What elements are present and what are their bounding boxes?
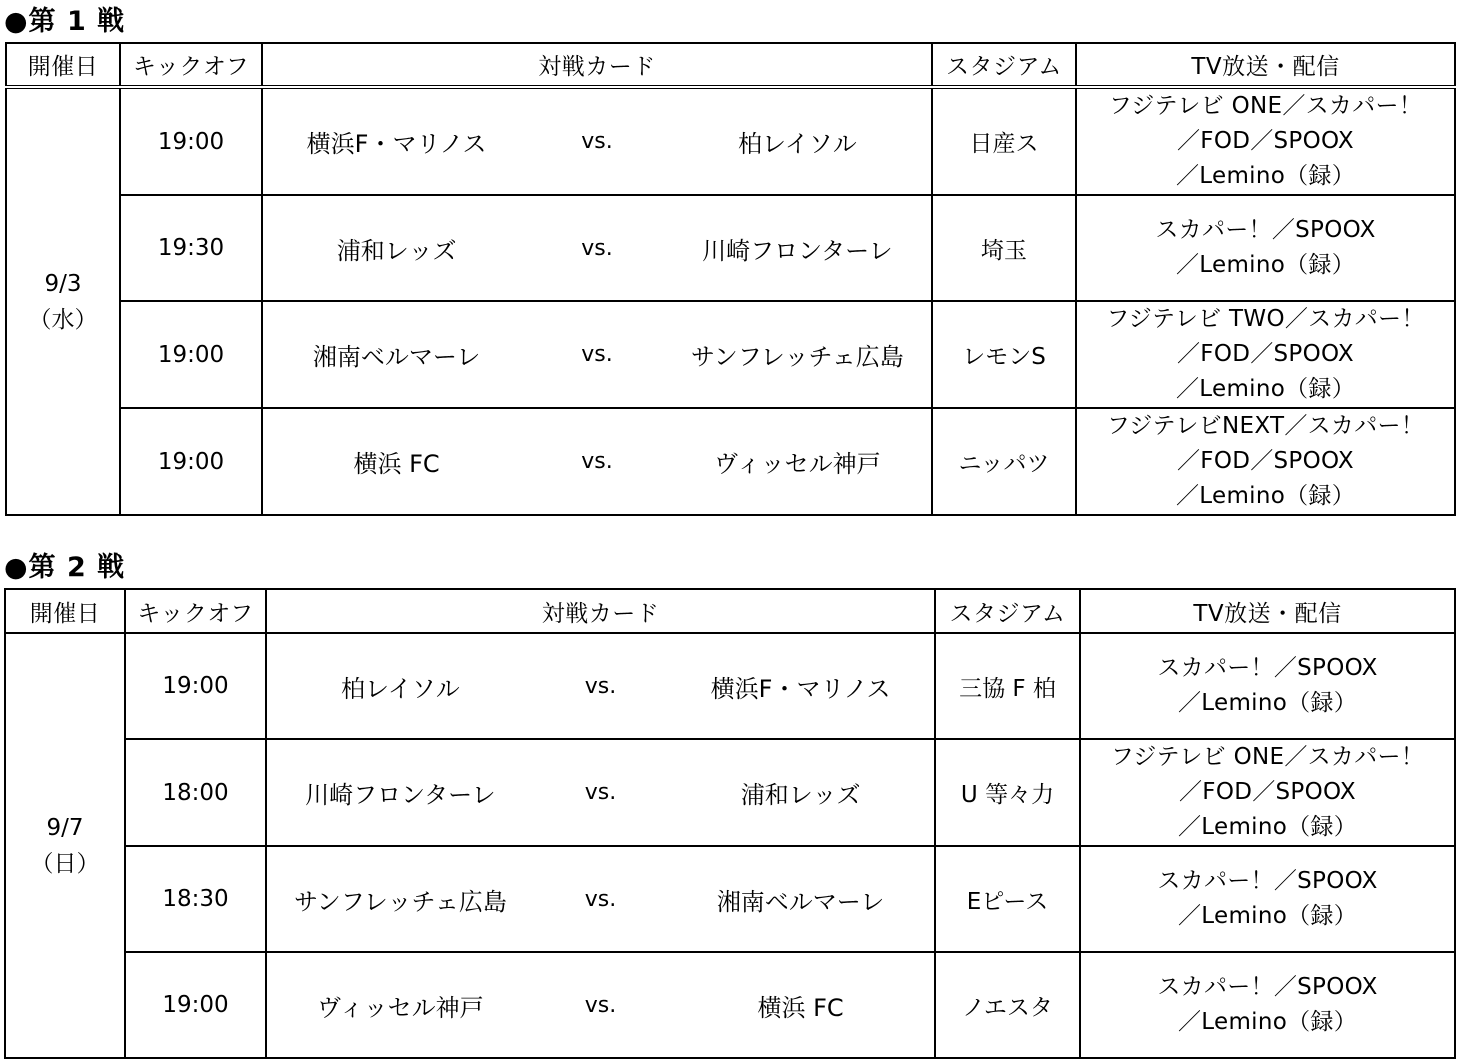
header-card: 対戦カード — [262, 43, 932, 87]
match-card — [262, 408, 932, 515]
table-row — [5, 633, 1455, 739]
tv-broadcast-line: ／FOD／SPOOX — [1176, 448, 1354, 474]
table-row — [6, 301, 1455, 408]
tv-broadcast-line: ／Lemino（録） — [1175, 163, 1355, 189]
kickoff-time: 19:00 — [120, 301, 262, 408]
table-row — [6, 408, 1455, 515]
table-header-row — [5, 589, 1455, 633]
away-team: 柏レイソル — [737, 130, 857, 158]
header-date: 開催日 — [5, 589, 125, 633]
section-title-leg2: ●第 2 戦 — [4, 552, 126, 583]
home-team: ヴィッセル神戸 — [317, 993, 484, 1022]
tv-broadcast-line: ／Lemino（録） — [1177, 1009, 1357, 1035]
schedule-table-leg1 — [5, 42, 1456, 516]
stadium-name: 日産ス — [932, 87, 1076, 195]
tv-broadcast — [1080, 952, 1455, 1058]
match-card — [266, 739, 935, 846]
kickoff-time: 19:30 — [120, 195, 262, 301]
away-team: 横浜 FC — [757, 993, 844, 1022]
vs-label: vs. — [581, 449, 613, 474]
away-team: ヴィッセル神戸 — [714, 450, 881, 478]
vs-label: vs. — [584, 886, 617, 912]
tv-broadcast — [1080, 739, 1455, 846]
tv-broadcast — [1076, 87, 1455, 195]
vs-label: vs. — [584, 992, 617, 1018]
table-header-row — [6, 43, 1455, 87]
stadium-name: ノエスタ — [935, 952, 1080, 1058]
tv-broadcast-line: ／Lemino（録） — [1175, 483, 1355, 509]
header-tv: TV放送・配信 — [1080, 589, 1455, 633]
table-row — [5, 846, 1455, 952]
match-date-cell — [5, 633, 125, 1058]
vs-label: vs. — [581, 235, 613, 261]
header-stadium: スタジアム — [932, 43, 1076, 87]
match-card-inner — [267, 669, 934, 704]
header-kickoff: キックオフ — [120, 43, 262, 87]
home-team: 浦和レッズ — [336, 236, 457, 265]
tv-broadcast-line: スカパー！／SPOOX — [1157, 868, 1378, 894]
tv-broadcast — [1080, 633, 1455, 739]
table-row — [5, 739, 1455, 846]
match-card-inner — [267, 882, 934, 917]
kickoff-time: 19:00 — [120, 87, 262, 195]
kickoff-time: 19:00 — [125, 633, 266, 739]
away-team: 湘南ベルマーレ — [716, 887, 885, 916]
vs-label: vs. — [581, 129, 613, 154]
section-title-leg1: ●第 1 戦 — [4, 6, 126, 37]
tv-broadcast-line: ／Lemino（録） — [1177, 690, 1357, 716]
match-card-inner — [263, 231, 931, 266]
away-team: 川崎フロンターレ — [702, 236, 893, 265]
tv-broadcast — [1076, 195, 1455, 301]
match-date: 9/7 — [46, 814, 84, 841]
match-card-inner — [263, 444, 931, 479]
tv-broadcast-line: ／FOD／SPOOX — [1176, 341, 1354, 367]
stadium-name: レモンS — [932, 301, 1076, 408]
tv-broadcast-line: ／Lemino（録） — [1177, 814, 1357, 840]
match-card-inner — [267, 988, 934, 1023]
match-date: 9/3 — [44, 270, 82, 297]
home-team: 横浜F・マリノス — [306, 130, 487, 158]
vs-label: vs. — [581, 342, 613, 367]
schedule-table-leg2 — [4, 588, 1456, 1059]
table-row — [6, 87, 1455, 195]
schedule-body — [5, 633, 1455, 1058]
match-card — [262, 87, 932, 195]
tv-broadcast — [1076, 301, 1455, 408]
home-team: 柏レイソル — [340, 674, 460, 703]
match-weekday: （水） — [28, 306, 98, 333]
tv-broadcast — [1080, 846, 1455, 952]
match-card — [262, 195, 932, 301]
match-card — [266, 952, 935, 1058]
header-date: 開催日 — [6, 43, 120, 87]
stadium-name: 三協 F 柏 — [935, 633, 1080, 739]
match-card-inner — [263, 337, 931, 372]
tv-broadcast-line: フジテレビ ONE／スカパー！ — [1108, 93, 1423, 119]
stadium-name: 埼玉 — [932, 195, 1076, 301]
kickoff-time: 19:00 — [120, 408, 262, 515]
header-tv: TV放送・配信 — [1076, 43, 1455, 87]
kickoff-time: 18:30 — [125, 846, 266, 952]
tv-broadcast-line: スカパー！／SPOOX — [1157, 655, 1378, 681]
kickoff-time: 19:00 — [125, 952, 266, 1058]
table-row — [6, 195, 1455, 301]
tv-broadcast-line: ／Lemino（録） — [1175, 252, 1355, 278]
match-card-inner — [263, 124, 931, 159]
match-card — [262, 301, 932, 408]
away-team: サンフレッチェ広島 — [690, 343, 904, 371]
schedule-body — [6, 87, 1455, 515]
match-card-inner — [267, 775, 934, 810]
away-team: 浦和レッズ — [740, 781, 861, 809]
tv-broadcast — [1076, 408, 1455, 515]
tv-broadcast-line: フジテレビNEXT／スカパー！ — [1106, 413, 1425, 439]
kickoff-time: 18:00 — [125, 739, 266, 846]
tv-broadcast-line: スカパー！／SPOOX — [1157, 974, 1378, 1000]
tv-broadcast-line: ／FOD／SPOOX — [1176, 128, 1354, 154]
stadium-name: ニッパツ — [932, 408, 1076, 515]
header-card: 対戦カード — [266, 589, 935, 633]
vs-label: vs. — [584, 673, 617, 699]
home-team: 横浜 FC — [353, 450, 440, 478]
table-row — [5, 952, 1455, 1058]
stadium-name: U 等々力 — [935, 739, 1080, 846]
home-team: 川崎フロンターレ — [305, 781, 496, 809]
tv-broadcast-line: ／Lemino（録） — [1175, 376, 1355, 402]
tv-broadcast-line: フジテレビ TWO／スカパー！ — [1106, 306, 1425, 332]
vs-label: vs. — [584, 780, 617, 805]
match-card — [266, 633, 935, 739]
tv-broadcast-line: ／FOD／SPOOX — [1178, 779, 1356, 805]
tv-broadcast-line: スカパー！／SPOOX — [1155, 217, 1376, 243]
match-date-cell — [6, 87, 120, 515]
tv-broadcast-line: フジテレビ ONE／スカパー！ — [1110, 744, 1425, 770]
home-team: サンフレッチェ広島 — [293, 887, 507, 916]
away-team: 横浜F・マリノス — [710, 674, 891, 703]
header-kickoff: キックオフ — [125, 589, 266, 633]
match-weekday: （日） — [30, 850, 100, 877]
tv-broadcast-line: ／Lemino（録） — [1177, 903, 1357, 929]
stadium-name: Eピース — [935, 846, 1080, 952]
header-stadium: スタジアム — [935, 589, 1080, 633]
match-card — [266, 846, 935, 952]
home-team: 湘南ベルマーレ — [312, 343, 481, 371]
